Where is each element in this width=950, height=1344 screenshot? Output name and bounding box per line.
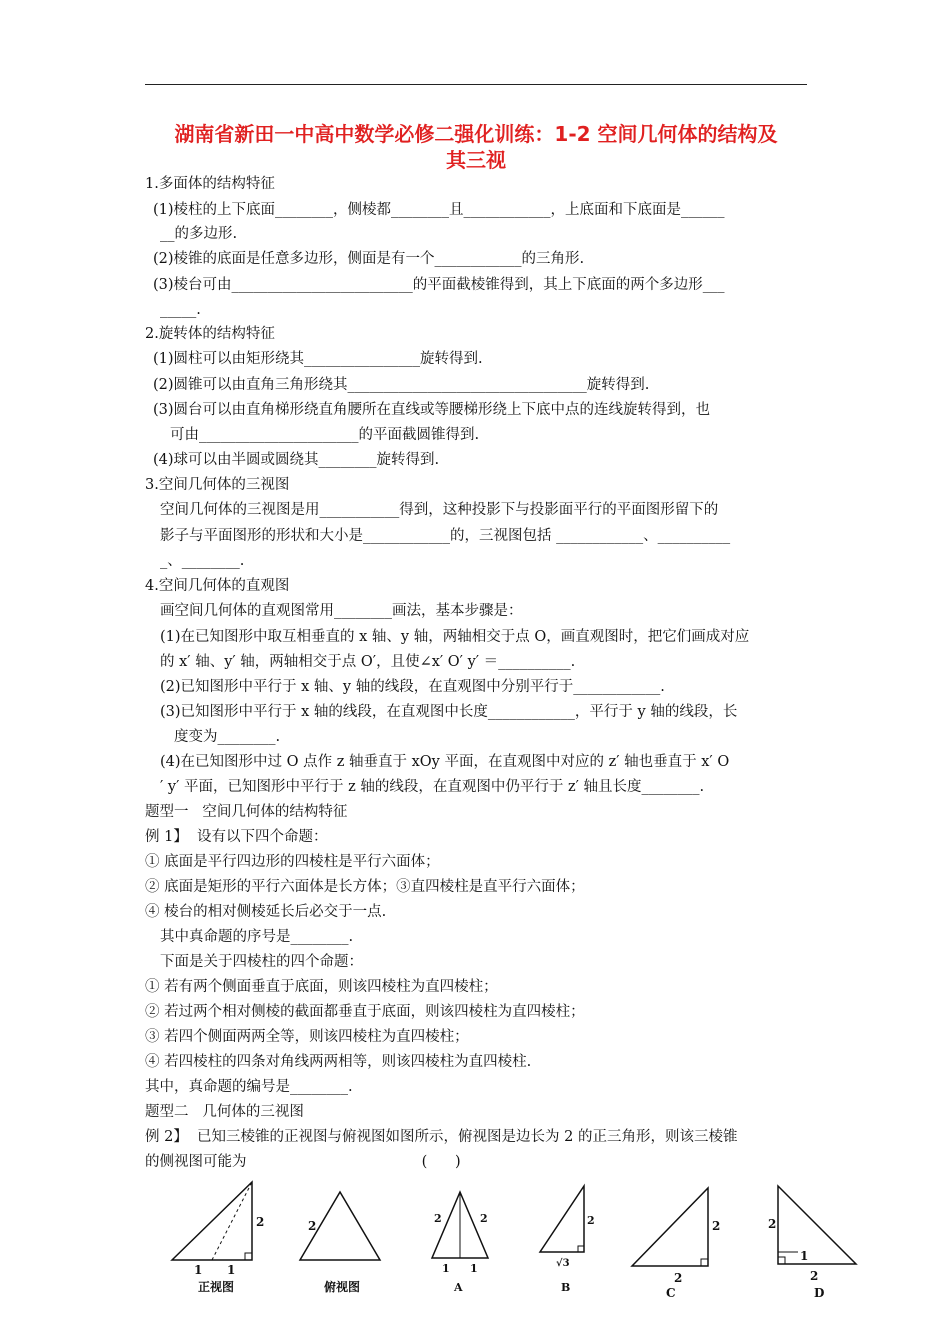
text-line: (4)球可以由半圆或圆绕其________旋转得到. bbox=[153, 452, 440, 468]
text-line: __的多边形. bbox=[160, 226, 238, 242]
title-line-2: 其三视 bbox=[446, 148, 506, 172]
top-view-caption: 俯视图 bbox=[324, 1280, 361, 1294]
front-view-label-1b: 1 bbox=[227, 1263, 236, 1277]
text-line: _、________. bbox=[160, 553, 245, 569]
option-d-caption: D bbox=[814, 1286, 825, 1300]
text-line: 下面是关于四棱柱的四个命题： bbox=[160, 954, 363, 970]
page-title bbox=[145, 121, 807, 173]
option-b-caption: B bbox=[561, 1281, 571, 1294]
option-b-figure bbox=[540, 1186, 595, 1294]
text-line: (1)棱柱的上下底面________，侧棱都________且____________，上底面和下底面是______ bbox=[153, 202, 725, 218]
top-view-label-2: 2 bbox=[308, 1219, 317, 1233]
text-line: 影子与平面图形的形状和大小是____________的，三视图包括 ____________、__________ bbox=[160, 528, 731, 544]
text-line: (2)圆锥可以由直角三角形绕其_________________________________旋转得到. bbox=[153, 377, 650, 393]
text-line: 2.旋转体的结构特征 bbox=[145, 326, 275, 342]
text-line: _____. bbox=[160, 302, 201, 318]
text-line: 题型二 几何体的三视图 bbox=[145, 1104, 304, 1120]
front-view-label-1a: 1 bbox=[194, 1263, 203, 1277]
option-a-label-left: 2 bbox=[434, 1212, 442, 1225]
option-a-label-right: 2 bbox=[480, 1212, 488, 1225]
top-view-figure bbox=[300, 1192, 380, 1294]
text-line: 其中真命题的序号是________. bbox=[160, 929, 354, 945]
title-line-1: 湖南省新田一中高中数学必修二强化训练：1-2 空间几何体的结构及 bbox=[174, 122, 778, 146]
text-line: (3)已知图形中平行于 x 轴的线段，在直观图中长度____________，平行于 y 轴的线段，长 bbox=[160, 704, 738, 720]
text-line: ② 底面是矩形的平行六面体是长方体；③直四棱柱是直平行六面体； bbox=[145, 879, 585, 895]
text-line: ③ 若四个侧面两两全等，则该四棱柱为直四棱柱； bbox=[145, 1029, 469, 1045]
text-line: 4.空间几何体的直观图 bbox=[145, 578, 290, 594]
front-view-label-2: 2 bbox=[256, 1215, 265, 1229]
text-line: 例 2】 已知三棱锥的正视图与俯视图如图所示，俯视图是边长为 2 的正三角形，则该三棱锥 bbox=[145, 1129, 738, 1145]
text-line: 1.多面体的结构特征 bbox=[145, 176, 275, 192]
text-line: 画空间几何体的直观图常用________画法，基本步骤是： bbox=[160, 603, 523, 619]
text-line: (2)棱锥的底面是任意多边形，侧面是有一个____________的三角形. bbox=[153, 251, 585, 267]
text-line: (1)圆柱可以由矩形绕其________________旋转得到. bbox=[153, 351, 483, 367]
text-line: ② 若过两个相对侧棱的截面都垂直于底面，则该四棱柱为直四棱柱； bbox=[145, 1004, 585, 1020]
text-line: 题型一 空间几何体的结构特征 bbox=[145, 804, 348, 820]
option-d-label-2a: 2 bbox=[768, 1217, 777, 1231]
text-line: (1)在已知图形中取互相垂直的 x 轴、y 轴，两轴相交于点 O，画直观图时，把它们画成对应 bbox=[160, 629, 750, 645]
option-d-label-1: 1 bbox=[800, 1249, 809, 1263]
header-rule bbox=[145, 84, 807, 85]
option-b-label-root3: √3 bbox=[556, 1258, 570, 1269]
text-line: 3.空间几何体的三视图 bbox=[145, 477, 290, 493]
option-d-label-2b: 2 bbox=[810, 1269, 819, 1283]
option-a-label-b2: 1 bbox=[470, 1262, 478, 1275]
option-b-label-2: 2 bbox=[587, 1214, 595, 1227]
text-line: ′ y′ 平面，已知图形中平行于 z 轴的线段，在直观图中仍平行于 z′ 轴且长度________. bbox=[160, 779, 705, 795]
text-line: ④ 若四棱柱的四条对角线两两相等，则该四棱柱为直四棱柱. bbox=[145, 1054, 532, 1070]
text-line: 其中，真命题的编号是________. bbox=[145, 1079, 353, 1095]
text-line: (4)在已知图形中过 O 点作 z 轴垂直于 xOy 平面，在直观图中对应的 z′ 轴也垂直于 x′ O bbox=[160, 754, 730, 770]
text-line: 空间几何体的三视图是用___________得到，这种投影下与投影面平行的平面图形留下的 bbox=[160, 502, 719, 518]
option-d-figure bbox=[768, 1186, 856, 1300]
option-c-figure bbox=[632, 1188, 720, 1300]
option-a-figure bbox=[432, 1192, 488, 1294]
option-a-caption: A bbox=[454, 1281, 463, 1294]
text-line: 例 1】 设有以下四个命题： bbox=[145, 829, 328, 845]
text-line: 可由______________________的平面截圆锥得到. bbox=[170, 427, 480, 443]
three-view-figures bbox=[160, 1180, 860, 1310]
text-line: 的侧视图可能为 ( ) bbox=[145, 1154, 461, 1170]
text-line: (3)圆台可以由直角梯形绕直角腰所在直线或等腰梯形绕上下底中点的连线旋转得到，也 bbox=[153, 402, 711, 418]
option-c-label-2a: 2 bbox=[712, 1219, 721, 1233]
text-line: (3)棱台可由_________________________的平面截棱锥得到，其上下底面的两个多边形___ bbox=[153, 277, 725, 293]
front-view-caption: 正视图 bbox=[198, 1280, 235, 1294]
option-c-label-2b: 2 bbox=[674, 1271, 683, 1285]
option-c-caption: C bbox=[666, 1286, 676, 1300]
text-line: 的 x′ 轴、y′ 轴，两轴相交于点 O′，且使∠x′ O′ y′ ＝__________. bbox=[160, 654, 576, 670]
text-line: 度变为________. bbox=[174, 729, 281, 745]
text-line: ① 若有两个侧面垂直于底面，则该四棱柱为直四棱柱； bbox=[145, 979, 498, 995]
option-a-label-b1: 1 bbox=[442, 1262, 450, 1275]
text-line: ① 底面是平行四边形的四棱柱是平行六面体； bbox=[145, 854, 440, 870]
text-line: ④ 棱台的相对侧棱延长后必交于一点. bbox=[145, 904, 387, 920]
front-view-figure bbox=[172, 1182, 264, 1294]
text-line: (2)已知图形中平行于 x 轴、y 轴的线段，在直观图中分别平行于____________. bbox=[160, 679, 665, 695]
